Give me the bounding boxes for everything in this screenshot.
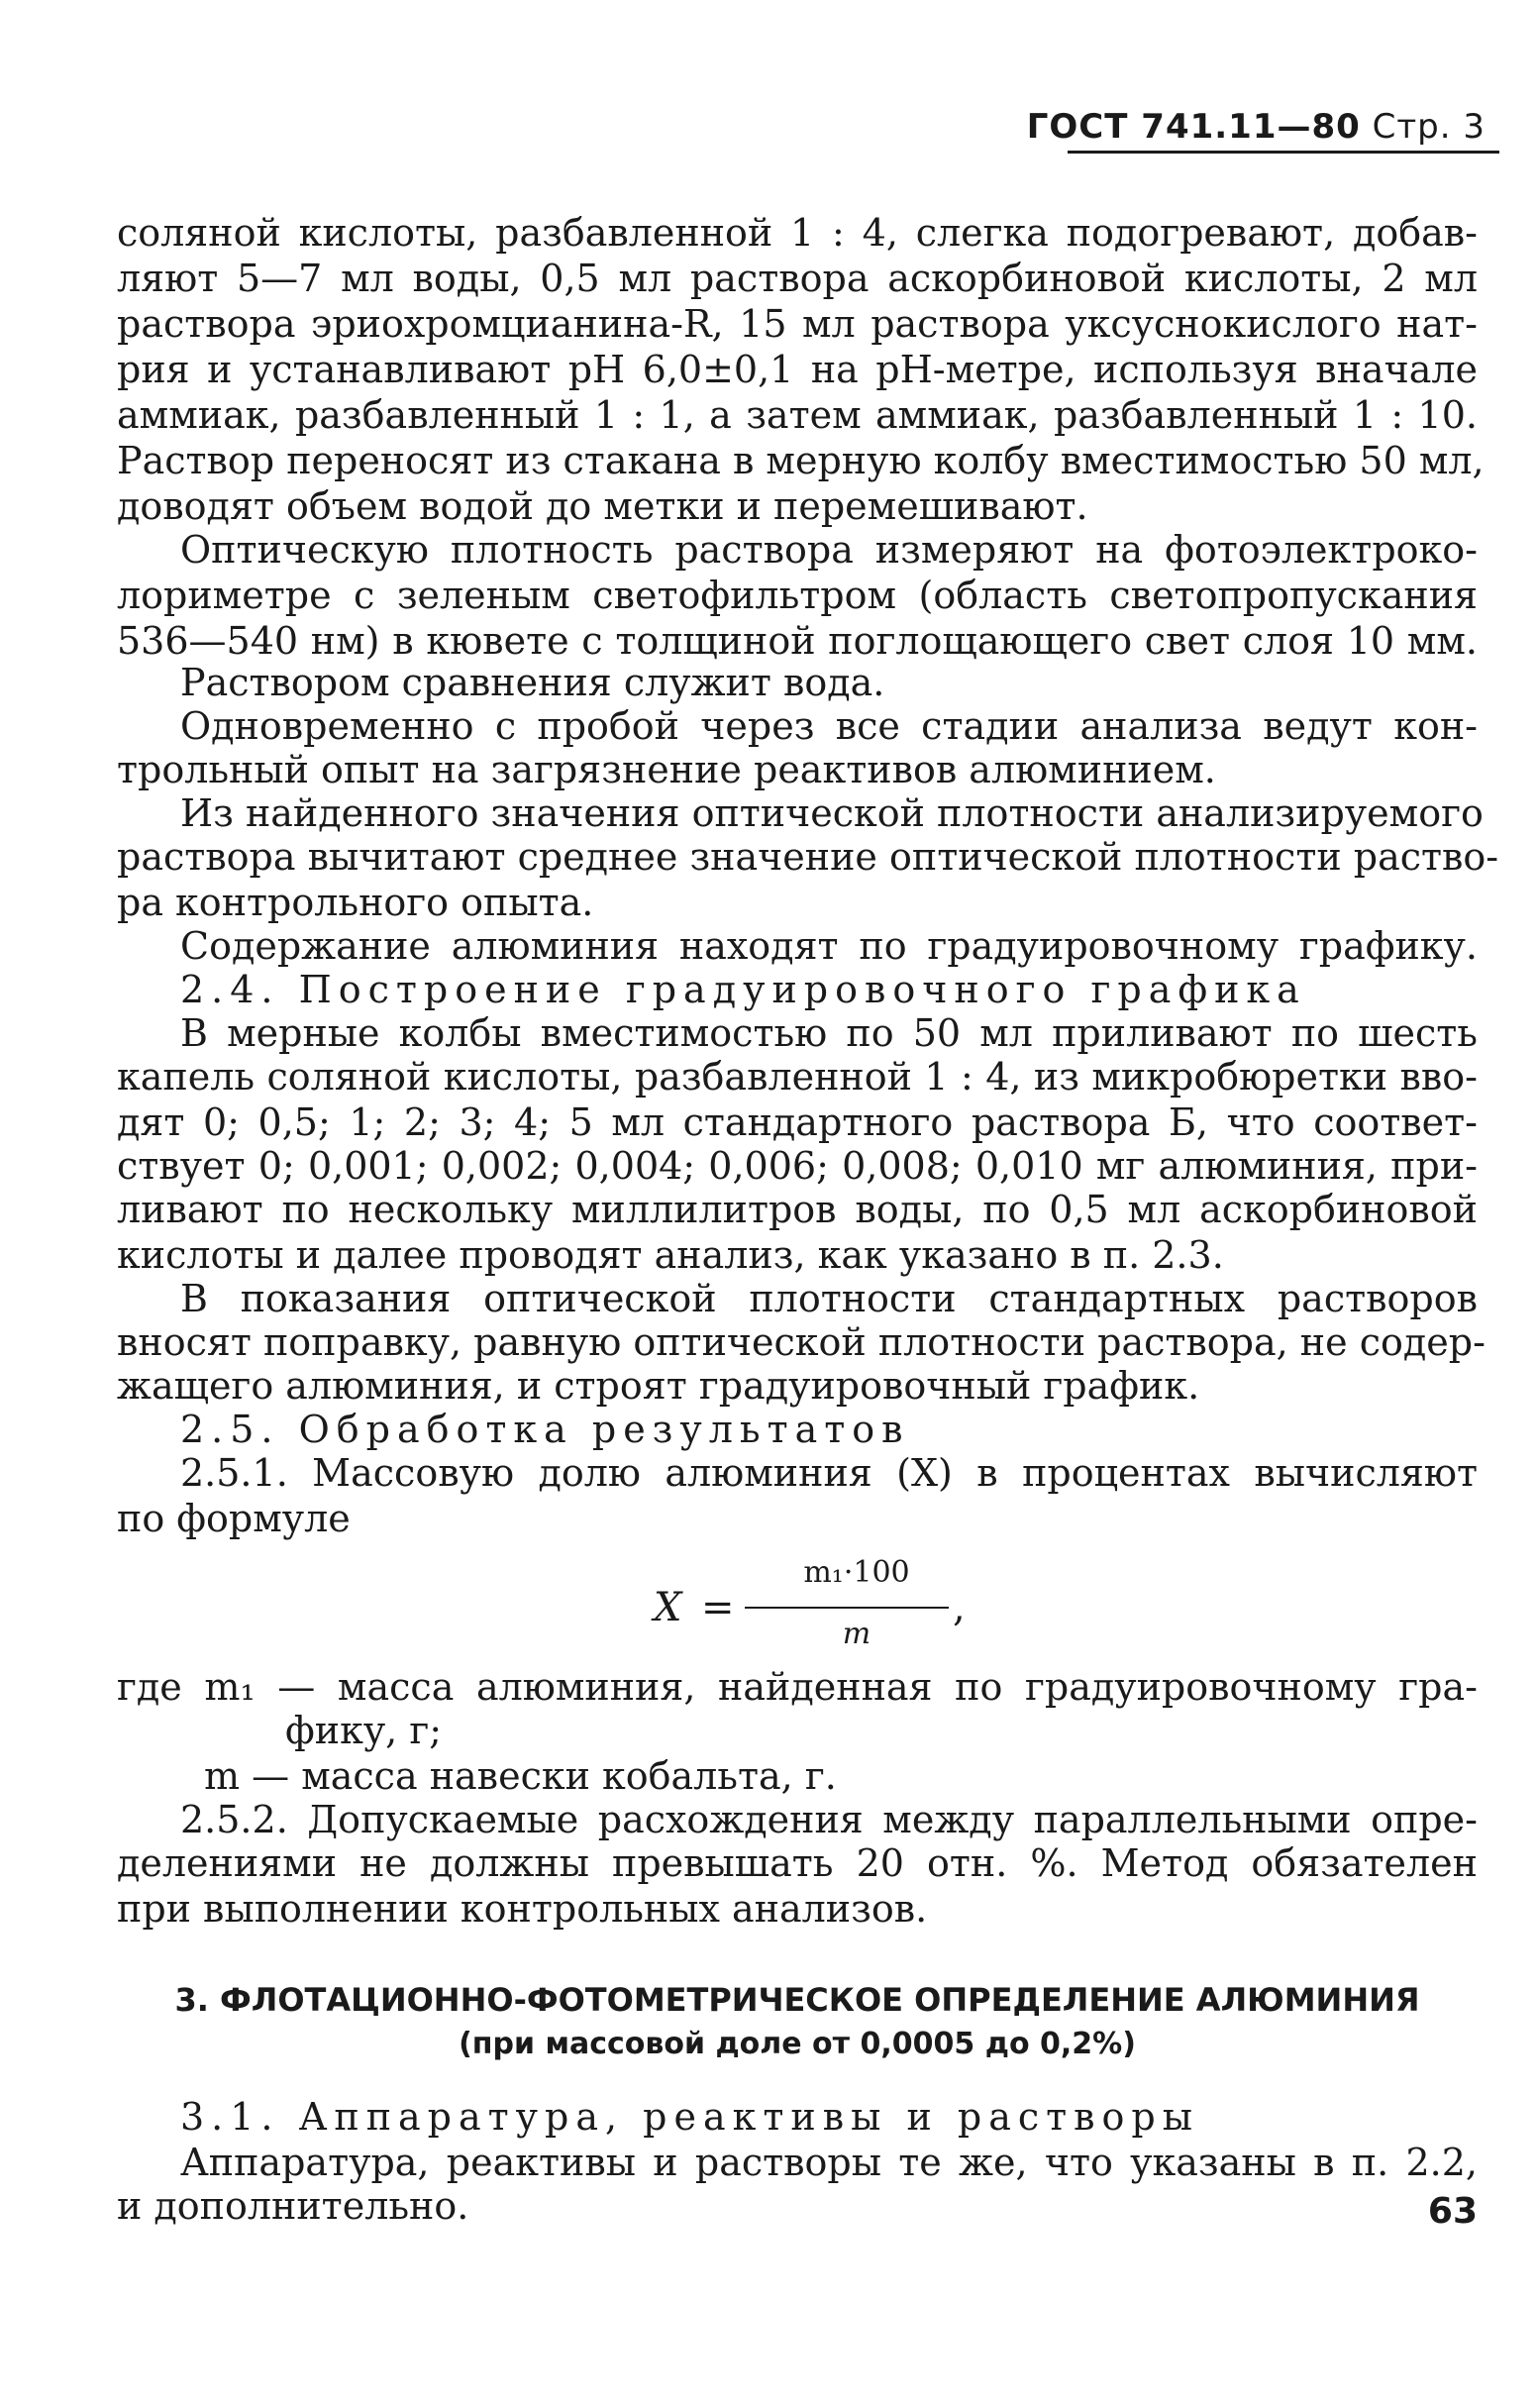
text-line: ляют 5—7 мл воды, 0,5 мл раствора аскорбиновой кислоты, 2 мл xyxy=(117,257,1478,300)
text-line: раствора эриохромцианина-R, 15 мл раствора уксуснокислого нат- xyxy=(117,302,1478,346)
text-line: при выполнении контрольных анализов. xyxy=(117,1887,928,1931)
formula xyxy=(654,1555,966,1664)
text-line: Из найденного значения оптической плотности анализируемого xyxy=(180,791,1484,835)
text-line: капель соляной кислоты, разбавленной 1 : 4, из микробюретки вво- xyxy=(117,1055,1478,1099)
text-line: ствует 0; 0,001; 0,002; 0,004; 0,006; 0,008; 0,010 мг алюминия, при- xyxy=(117,1144,1478,1188)
section-subtitle: (при массовой доле от 0,0005 до 0,2%) xyxy=(459,2027,1136,2061)
text-line: вносят поправку, равную оптической плотности раствора, не содер- xyxy=(117,1320,1486,1364)
subsection-heading: 3.1. Аппаратура, реактивы и растворы xyxy=(180,2095,1199,2139)
where-line: где m₁ — масса алюминия, найденная по градуировочному гра- xyxy=(117,1665,1478,1709)
text-line: 2.5.2. Допускаемые расхождения между параллельными опре- xyxy=(180,1798,1478,1841)
text-line: рия и устанавливают pH 6,0±0,1 на pH-метре, используя вначале xyxy=(117,348,1478,391)
text-line: Одновременно с пробой через все стадии анализа ведут кон- xyxy=(180,704,1478,748)
text-line: Аппаратура, реактивы и растворы те же, что указаны в п. 2.2, xyxy=(180,2141,1478,2184)
formula-equals: = xyxy=(701,1585,735,1630)
text-line: раствора вычитают среднее значение оптической плотности раство- xyxy=(117,835,1499,879)
text-line: жащего алюминия, и строят градуировочный график. xyxy=(117,1364,1200,1408)
subsection-heading: 2.4. Построение градуировочного графика xyxy=(180,968,1306,1011)
page-header xyxy=(1027,107,1486,147)
text-line: лориметре с зеленым светофильтром (область светопропускания xyxy=(117,574,1478,617)
where-line: фику, г; xyxy=(285,1709,443,1752)
text-line: ливают по нескольку миллилитров воды, по 0,5 мл аскорбиновой xyxy=(117,1188,1478,1231)
page-label: Стр. 3 xyxy=(1372,107,1486,147)
text-line: 536—540 нм) в кювете с толщиной поглощающего свет слоя 10 мм. xyxy=(117,619,1478,663)
text-line: В мерные колбы вместимостью по 50 мл приливают по шесть xyxy=(180,1011,1478,1055)
text-line: В показания оптической плотности стандартных растворов xyxy=(180,1277,1478,1320)
where-line: m — масса навески кобальта, г. xyxy=(204,1754,837,1798)
page-number: 63 xyxy=(1427,2191,1478,2232)
text-line: Раствором сравнения служит вода. xyxy=(180,661,885,704)
text-line: по формуле xyxy=(117,1497,351,1540)
text-line: Раствор переносят из стакана в мерную колбу вместимостью 50 мл, xyxy=(117,439,1485,482)
subsection-heading: 2.5. Обработка результатов xyxy=(180,1408,910,1451)
text-line: доводят объем водой до метки и перемешивают. xyxy=(117,484,1088,528)
text-line: и дополнительно. xyxy=(117,2184,469,2228)
text-line: дят 0; 0,5; 1; 2; 3; 4; 5 мл стандартного раствора Б, что соответ- xyxy=(117,1100,1478,1144)
header-rule xyxy=(1068,151,1499,154)
section-title: 3. ФЛОТАЦИОННО-ФОТОМЕТРИЧЕСКОЕ ОПРЕДЕЛЕНИЕ АЛЮМИНИЯ xyxy=(174,1981,1420,2019)
text-line: кислоты и далее проводят анализ, как указано в п. 2.3. xyxy=(117,1233,1224,1277)
formula-lhs: X xyxy=(654,1585,682,1630)
text-line: трольный опыт на загрязнение реактивов алюминием. xyxy=(117,748,1216,791)
formula-numerator: m₁·100 xyxy=(803,1555,910,1590)
text-line: делениями не должны превышать 20 отн. %. Метод обязателен xyxy=(117,1841,1478,1885)
formula-comma: , xyxy=(953,1585,966,1630)
text-line: 2.5.1. Массовую долю алюминия (X) в процентах вычисляют xyxy=(180,1451,1478,1495)
text-line: ра контрольного опыта. xyxy=(117,881,594,924)
standard-number: ГОСТ 741.11—80 xyxy=(1026,107,1361,147)
text-line: соляной кислоты, разбавленной 1 : 4, слегка подогревают, добав- xyxy=(117,211,1478,255)
fraction-bar xyxy=(745,1607,949,1609)
text-line: аммиак, разбавленный 1 : 1, а затем аммиак, разбавленный 1 : 10. xyxy=(117,393,1478,437)
text-line: Оптическую плотность раствора измеряют на фотоэлектроко- xyxy=(180,528,1478,572)
formula-denominator: m xyxy=(842,1617,871,1651)
text-line: Содержание алюминия находят по градуировочному графику. xyxy=(180,924,1478,968)
